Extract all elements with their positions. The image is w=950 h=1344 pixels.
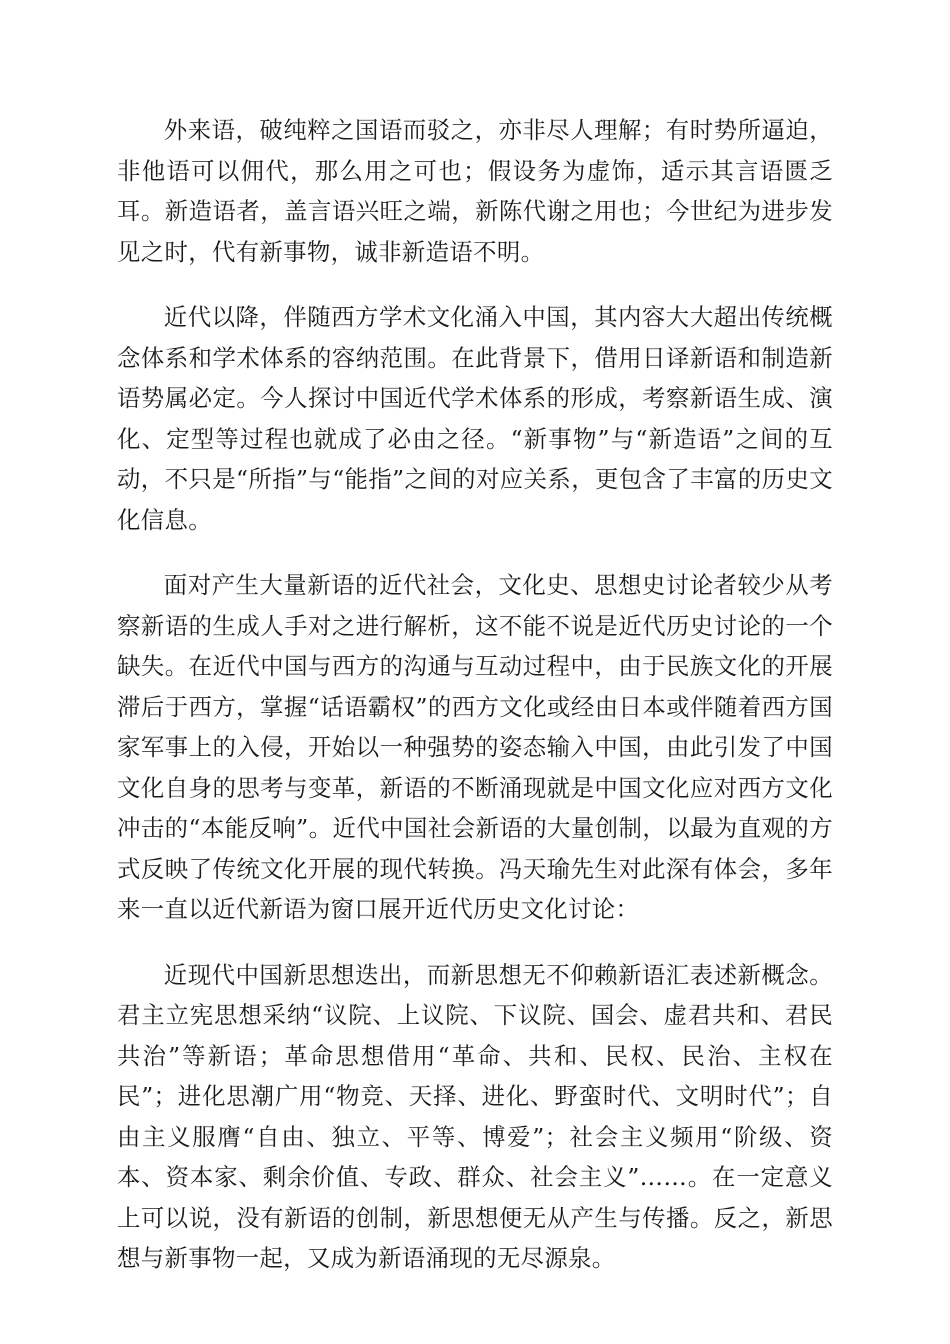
paragraph-4: 近现代中国新思想迭出，而新思想无不仰赖新语汇表述新概念。君主立宪思想采纳“议院、上议院、下议院、国会、虚君共和、君民共治”等新语；革命思想借用“革命、共和、民权、民治、主权在民”；进化思潮广用“物竞、天择、进化、野蛮时代、文明时代”；自由主义服膺“自由、独立、平等、博爱”；社会主义频用“阶级、资本、资本家、剩余价值、专政、群众、社会主义”……。在一定意义上可以说，没有新语的创制，新思想便无从产生与传播。反之，新思想与新事物一起，又成为新语涌现的无尽源泉。	[117, 960, 833, 1272]
paragraph-3: 面对产生大量新语的近代社会，文化史、思想史讨论者较少从考察新语的生成人手对之进行解析，这不能不说是近代历史讨论的一个缺失。在近代中国与西方的沟通与互动过程中，由于民族文化的开展滞后于西方，掌握“话语霸权”的西方文化或经由日本或伴随着西方国家军事上的入侵，开始以一种强势的姿态输入中国，由此引发了中国文化自身的思考与变革，新语的不断涌现就是中国文化应对西方文化冲击的“本能反响”。近代中国社会新语的大量创制，以最为直观的方式反映了传统文化开展的现代转换。冯天瑜先生对此深有体会，多年来一直以近代新语为窗口展开近代历史文化讨论：	[117, 571, 833, 923]
paragraph-2: 近代以降，伴随西方学术文化涌入中国，其内容大大超出传统概念体系和学术体系的容纳范围。在此背景下，借用日译新语和制造新语势属必定。今人探讨中国近代学术体系的形成，考察新语生成、演化、定型等过程也就成了必由之径。“新事物”与“新造语”之间的互动，不只是“所指”与“能指”之间的对应关系，更包含了丰富的历史文化信息。	[117, 303, 833, 534]
paragraph-1: 外来语，破纯粹之国语而驳之，亦非尽人理解；有时势所逼迫，非他语可以佣代，那么用之可也；假设务为虚饰，适示其言语匮乏耳。新造语者，盖言语兴旺之端，新陈代谢之用也；今世纪为进步发见之时，代有新事物，诚非新造语不明。	[117, 116, 833, 266]
document-page	[117, 110, 833, 1304]
